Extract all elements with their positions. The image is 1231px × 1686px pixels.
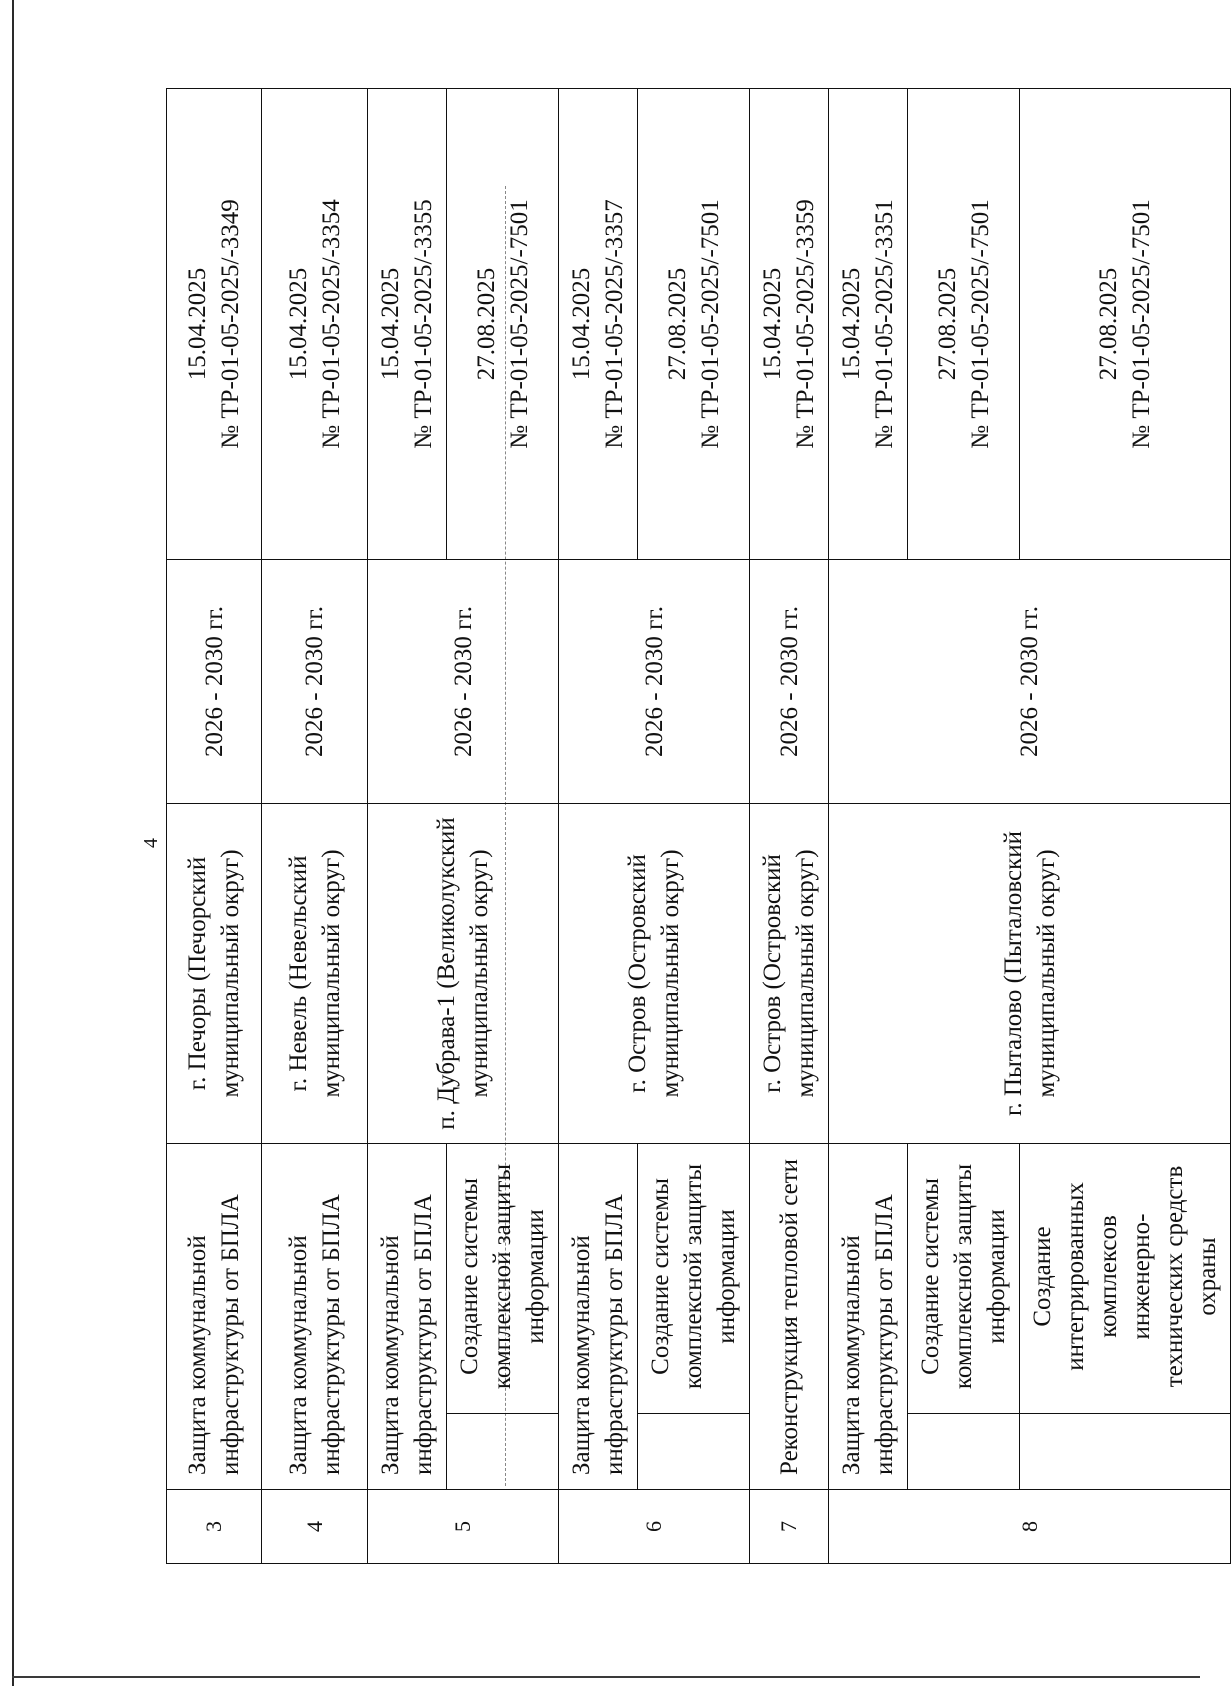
doc-ref	[829, 88, 908, 559]
doc-number: № ТР-01-05-2025/-3354	[317, 199, 345, 449]
period: 2026 - 2030 гг.	[368, 559, 559, 803]
doc-ref	[262, 88, 368, 559]
table-row	[829, 88, 908, 1563]
row-number: 8	[829, 1490, 1231, 1564]
doc-number: № ТР-01-05-2025/-3359	[792, 199, 819, 449]
location: г. Пыталово (Пыталовский муниципальный округ)	[829, 803, 1231, 1143]
row-number: 4	[262, 1490, 368, 1564]
doc-ref-sub	[908, 88, 1020, 559]
doc-ref-sub	[1020, 88, 1231, 559]
location: г. Печоры (Печорский муниципальный округ)	[167, 803, 262, 1143]
doc-ref	[750, 88, 829, 559]
table-row	[167, 88, 262, 1563]
work-name: Реконструкция тепловой сети	[750, 1143, 829, 1489]
doc-ref	[368, 88, 447, 559]
work-name: Защита коммунальной инфраструктуры от БПЛА	[167, 1143, 262, 1489]
work-name: Защита коммунальной инфраструктуры от БПЛА	[559, 1143, 638, 1489]
work-name: Защита коммунальной инфраструктуры от БПЛА	[368, 1143, 447, 1489]
table-row	[559, 88, 638, 1563]
table-row	[750, 88, 829, 1563]
doc-date: 27.08.2025	[663, 267, 691, 381]
doc-ref-sub	[447, 88, 559, 559]
doc-date: 15.04.2025	[568, 267, 595, 381]
doc-date: 27.08.2025	[472, 267, 500, 381]
location: г. Остров (Островский муниципальный округ)	[750, 803, 829, 1143]
page-number: 4	[140, 838, 162, 848]
work-name-sub: Создание интегрированных комплексов инженерно-технических средств охраны	[1020, 1143, 1231, 1413]
work-name-sub: Создание системы комплексной защиты информации	[447, 1143, 559, 1413]
doc-number: № ТР-01-05-2025/-7501	[696, 199, 724, 449]
doc-number: № ТР-01-05-2025/-3349	[217, 199, 244, 449]
location: п. Дубрава-1 (Великолукский муниципальный округ)	[368, 803, 559, 1143]
location: г. Невель (Невельский муниципальный округ)	[262, 803, 368, 1143]
period: 2026 - 2030 гг.	[559, 559, 750, 803]
doc-number: № ТР-01-05-2025/-7501	[505, 199, 533, 449]
row-number: 5	[368, 1490, 559, 1564]
period: 2026 - 2030 гг.	[262, 559, 368, 803]
doc-date: 15.04.2025	[184, 267, 211, 381]
doc-date: 27.08.2025	[1095, 267, 1122, 381]
work-name: Защита коммунальной инфраструктуры от БПЛА	[262, 1143, 368, 1489]
period: 2026 - 2030 гг.	[829, 559, 1231, 803]
doc-ref	[167, 88, 262, 559]
doc-number: № ТР-01-05-2025/-7501	[1128, 199, 1155, 449]
doc-number: № ТР-01-05-2025/-7501	[966, 199, 994, 449]
row-number: 7	[750, 1490, 829, 1564]
doc-date: 15.04.2025	[284, 267, 312, 381]
table-row	[262, 88, 368, 1563]
works-table	[166, 88, 1231, 1564]
doc-ref-sub	[638, 88, 750, 559]
doc-number: № ТР-01-05-2025/-3351	[871, 199, 898, 449]
work-name-sub: Создание системы комплексной защиты информации	[908, 1143, 1020, 1413]
doc-date: 15.04.2025	[838, 267, 865, 381]
table-row	[368, 88, 447, 1563]
work-name-sub: Создание системы комплексной защиты информации	[638, 1143, 750, 1413]
doc-ref	[559, 88, 638, 559]
doc-number: № ТР-01-05-2025/-3357	[601, 199, 628, 449]
doc-date: 15.04.2025	[759, 267, 786, 381]
period: 2026 - 2030 гг.	[750, 559, 829, 803]
location: г. Остров (Островский муниципальный округ)	[559, 803, 750, 1143]
doc-number: № ТР-01-05-2025/-3355	[410, 199, 437, 449]
period: 2026 - 2030 гг.	[167, 559, 262, 803]
doc-date: 15.04.2025	[377, 267, 404, 381]
row-number: 3	[167, 1490, 262, 1564]
doc-date: 27.08.2025	[933, 267, 961, 381]
work-name: Защита коммунальной инфраструктуры от БПЛА	[829, 1143, 908, 1489]
row-number: 6	[559, 1490, 750, 1564]
